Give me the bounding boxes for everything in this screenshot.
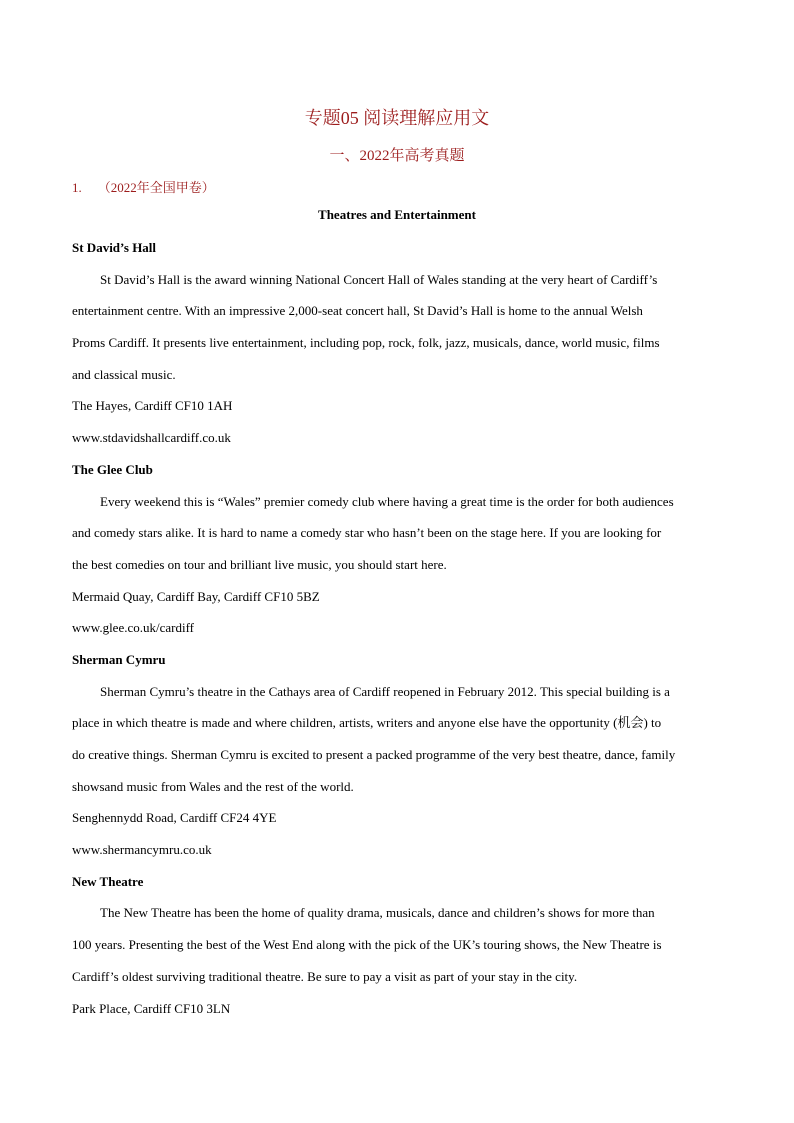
paragraph-line: 100 years. Presenting the best of the West End along with the pick of the UK’s touring shows, the New Theatre is bbox=[72, 937, 662, 953]
paragraph-line: showsand music from Wales and the rest of the world. bbox=[72, 778, 354, 794]
paragraph-line: the best comedies on tour and brilliant live music, you should start here. bbox=[72, 556, 447, 572]
paragraph-line: Cardiff’s oldest surviving traditional theatre. Be sure to pay a visit as part of your stay in the city. bbox=[72, 968, 578, 984]
paragraph-line: The New Theatre has been the home of quality drama, musicals, dance and children’s shows for more than bbox=[100, 905, 655, 921]
section-website: www.shermancymru.co.uk bbox=[72, 842, 212, 858]
section-title: The Glee Club bbox=[72, 461, 153, 477]
document-title: 专题05 阅读理解应用文 bbox=[304, 108, 490, 128]
paragraph-line: and classical music. bbox=[72, 366, 176, 382]
section-title: St David’s Hall bbox=[72, 240, 157, 255]
section-address: Park Place, Cardiff CF10 3LN bbox=[72, 1000, 231, 1016]
passage-body bbox=[72, 232, 724, 1024]
paragraph-line: and comedy stars alike. It is hard to name a comedy star who hasn’t been on the stage here. If you are looking for bbox=[72, 525, 662, 541]
paragraph-line: place in which theatre is made and where children, artists, writers and anyone else have the opportunity (机会) to bbox=[72, 715, 662, 731]
section-website: www.glee.co.uk/cardiff bbox=[72, 620, 195, 636]
question-label bbox=[72, 177, 215, 196]
paragraph-line: Proms Cardiff. It presents live entertainment, including pop, rock, folk, jazz, musicals, dance, world music, films bbox=[72, 335, 660, 351]
paragraph-line: Every weekend this is “Wales” premier comedy club where having a great time is the order for both audiences bbox=[100, 493, 674, 509]
paragraph-line: do creative things. Sherman Cymru is excited to present a packed programme of the very best theatre, dance, family bbox=[72, 747, 676, 762]
section-title: New Theatre bbox=[72, 873, 144, 889]
section-website: www.stdavidshallcardiff.co.uk bbox=[72, 430, 231, 446]
question-number: 1. bbox=[72, 180, 82, 195]
paragraph-line: entertainment centre. With an impressive 2,000-seat concert hall, St David’s Hall is home to the annual Welsh bbox=[72, 303, 643, 319]
paragraph-line: St David’s Hall is the award winning National Concert Hall of Wales standing at the very heart of Cardiff’s bbox=[100, 271, 658, 287]
section-address: The Hayes, Cardiff CF10 1AH bbox=[72, 398, 233, 414]
section-address: Senghennydd Road, Cardiff CF24 4YE bbox=[72, 810, 277, 826]
section-address: Mermaid Quay, Cardiff Bay, Cardiff CF10 5BZ bbox=[72, 588, 320, 604]
question-source: （2022年全国甲卷） bbox=[97, 180, 215, 195]
section-title: Sherman Cymru bbox=[72, 651, 166, 667]
document-subtitle: 一、2022年高考真题 bbox=[329, 148, 465, 164]
paragraph-line: Sherman Cymru’s theatre in the Cathays area of Cardiff reopened in February 2012. This special building is a bbox=[100, 683, 670, 699]
passage-heading: Theatres and Entertainment bbox=[318, 207, 476, 222]
